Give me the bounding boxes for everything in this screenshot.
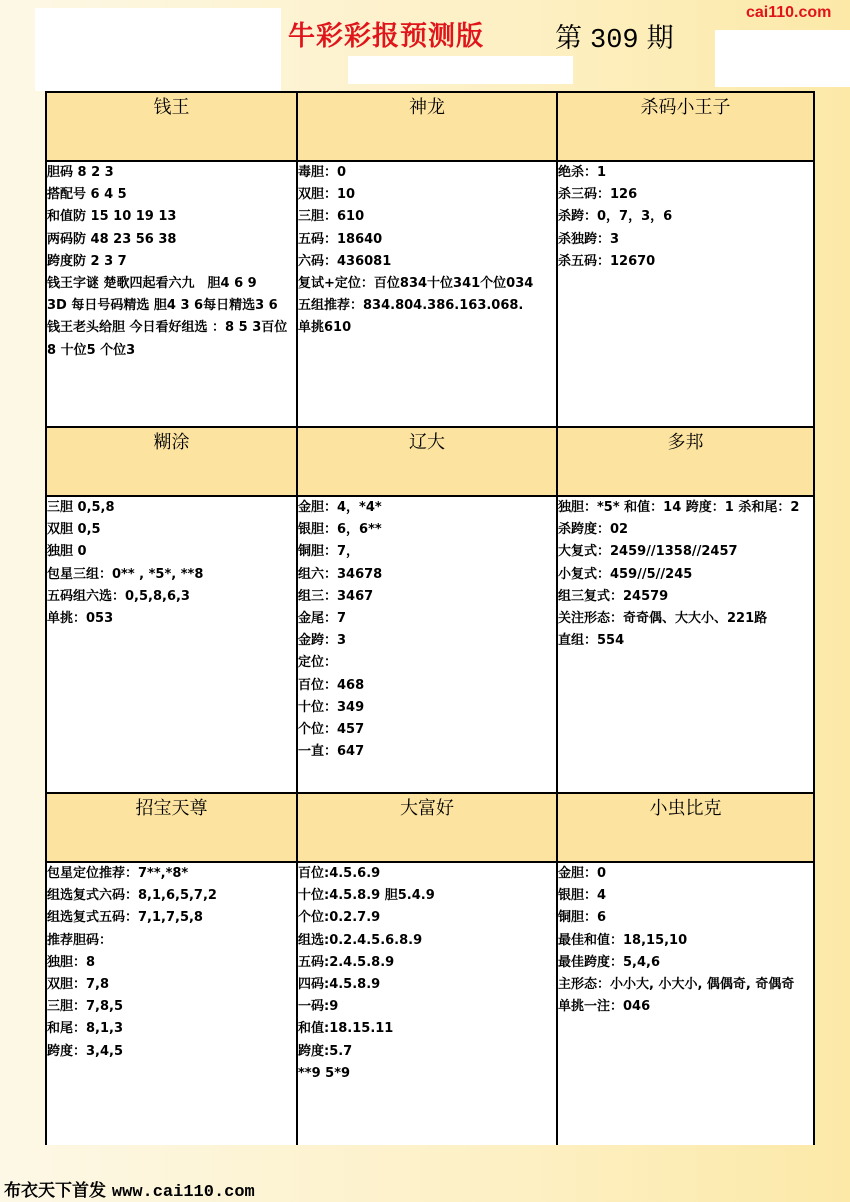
header-white-block-right [715, 30, 850, 87]
section-line: 毒胆：0 [298, 165, 347, 180]
section-line: 四码:4.5.8.9 [298, 977, 381, 993]
section-line: 一码:9 [298, 999, 339, 1015]
grid-header-row [46, 92, 814, 161]
section-title: 杀码小王子 [557, 92, 814, 161]
section-line: 胆码 8 2 3 [47, 165, 114, 180]
section-line: 组选:0.2.4.5.6.8.9 [298, 932, 423, 948]
footer-url[interactable]: www.cai110.com [111, 1183, 255, 1202]
section-line: 单挑610 [298, 320, 352, 336]
section-title: 大富好 [297, 793, 557, 862]
section-title: 辽大 [297, 427, 557, 496]
section-line: 组三复式：24579 [558, 588, 669, 604]
section-line: 六码：436081 [298, 253, 392, 269]
section-body [297, 862, 557, 1145]
prediction-grid [45, 91, 815, 1145]
section-line: 大复式：2459//1358//2457 [558, 544, 738, 560]
section-line: 金胆：4，*4* [298, 500, 382, 515]
section-line: 双胆：7,8 [47, 977, 110, 993]
section-line: 金胆：0 [558, 866, 607, 881]
section-body [46, 496, 297, 793]
section-line: 银胆：6，6** [298, 522, 382, 538]
section-line: 五码组六选：0,5,8,6,3 [47, 588, 190, 604]
section-line: 杀独跨：3 [558, 231, 620, 247]
section-body [557, 862, 814, 1145]
section-line: 十位：349 [298, 699, 365, 715]
section-line: 跨度防 2 3 7 [47, 253, 127, 269]
section-title: 小虫比克 [557, 793, 814, 862]
section-line: 个位：457 [298, 722, 365, 738]
section-line: 百位：468 [298, 677, 365, 693]
section-line: 五组推荐：834.804.386.163.068. [298, 298, 524, 314]
section-line: 三胆：7,8,5 [47, 999, 124, 1015]
section-line: 独胆：8 [47, 954, 96, 970]
section-line: 包星定位推荐：7**,*8* [47, 866, 189, 881]
section-line: 金尾：7 [298, 611, 347, 627]
grid-header-row [46, 427, 814, 496]
grid-body-row [46, 496, 814, 793]
section-line: 铜胆：7， [298, 544, 360, 560]
footer-label: 布衣天下首发 [4, 1181, 106, 1201]
section-line: 搭配号 6 4 5 [47, 187, 127, 203]
section-line: 一直：647 [298, 744, 365, 760]
section-line: 三胆 0,5,8 [47, 500, 115, 515]
section-line: 三胆：610 [298, 209, 365, 225]
section-line: 百位:4.5.6.9 [298, 866, 381, 881]
section-line: 跨度：3,4,5 [47, 1043, 124, 1059]
section-body [557, 161, 814, 427]
section-line: 五码：18640 [298, 231, 383, 247]
grid-body-row [46, 862, 814, 1145]
section-title: 钱王 [46, 92, 297, 161]
page-title: 牛彩彩报预测版 [288, 21, 484, 52]
section-line: 组选复式五码：7,1,7,5,8 [47, 910, 203, 926]
section-title: 多邦 [557, 427, 814, 496]
section-line: 跨度:5.7 [298, 1043, 353, 1059]
header-white-block-left [35, 8, 281, 91]
section-line: 和尾：8,1,3 [47, 1021, 124, 1037]
section-title: 招宝天尊 [46, 793, 297, 862]
section-line: 绝杀：1 [558, 165, 607, 180]
section-title: 糊涂 [46, 427, 297, 496]
section-body [297, 496, 557, 793]
section-line: 单挑一注：046 [558, 999, 651, 1015]
section-line: 组六：34678 [298, 566, 383, 582]
issue-label [555, 16, 674, 56]
section-body [297, 161, 557, 427]
section-line: 主形态：小小大, 小大小, 偶偶奇, 奇偶奇 [558, 977, 795, 993]
header-white-block-mid [348, 56, 573, 84]
section-body [46, 161, 297, 427]
section-line: 铜胆：6 [558, 910, 607, 926]
section-line: 3D 每日号码精选 胆4 3 6每日精选3 6 [47, 298, 278, 314]
issue-number: 309 [590, 26, 639, 56]
section-body [557, 496, 814, 793]
footer [4, 1176, 255, 1202]
section-line: 金跨：3 [298, 633, 347, 649]
section-body [46, 862, 297, 1145]
section-line: 包星三组：0** , *5*, **8 [47, 566, 204, 582]
section-line: 双胆：10 [298, 187, 356, 203]
section-title: 神龙 [297, 92, 557, 161]
site-logo[interactable]: cai110.com [746, 4, 832, 21]
section-line: 定位： [298, 655, 338, 671]
grid-header-row [46, 793, 814, 862]
section-line: 双胆 0,5 [47, 522, 101, 538]
section-line: 杀五码：12670 [558, 253, 656, 269]
section-line: 钱王老头给胆 今日看好组选 ：8 5 3百位8 十位5 个位3 [47, 320, 288, 358]
section-line: 最佳和值：18,15,10 [558, 932, 688, 948]
section-line: 组选复式六码：8,1,6,5,7,2 [47, 888, 217, 904]
section-line: 杀跨：0，7，3，6 [558, 209, 673, 225]
section-line: 钱王字谜 楚歌四起看六九 胆4 6 9 [47, 276, 257, 292]
issue-suffix: 期 [646, 23, 674, 54]
section-line: **9 5*9 [298, 1065, 351, 1081]
section-line: 个位:0.2.7.9 [298, 910, 381, 926]
section-line: 和值防 15 10 19 13 [47, 209, 177, 225]
section-line: 独胆：*5* 和值：14 跨度：1 杀和尾：2 杀跨度：02 [558, 500, 800, 538]
section-line: 小复式：459//5//245 [558, 566, 693, 582]
section-line: 独胆 0 [47, 544, 87, 560]
section-line: 五码:2.4.5.8.9 [298, 954, 395, 970]
section-line: 两码防 48 23 56 38 [47, 231, 177, 247]
section-line: 复试+定位：百位834十位341个位034 [298, 276, 534, 292]
section-line: 关注形态：奇奇偶、大大小、221路 [558, 611, 768, 627]
grid-body-row [46, 161, 814, 427]
section-line: 组三：3467 [298, 588, 374, 604]
issue-prefix: 第 [555, 23, 582, 54]
section-line: 单挑：053 [47, 611, 114, 627]
section-line: 最佳跨度：5,4,6 [558, 954, 661, 970]
section-line: 十位:4.5.8.9 胆5.4.9 [298, 888, 435, 904]
section-line: 银胆：4 [558, 888, 607, 904]
section-line: 和值:18.15.11 [298, 1021, 394, 1037]
section-line: 推荐胆码： [47, 932, 113, 948]
section-line: 直组：554 [558, 633, 625, 649]
section-line: 杀三码：126 [558, 187, 638, 203]
